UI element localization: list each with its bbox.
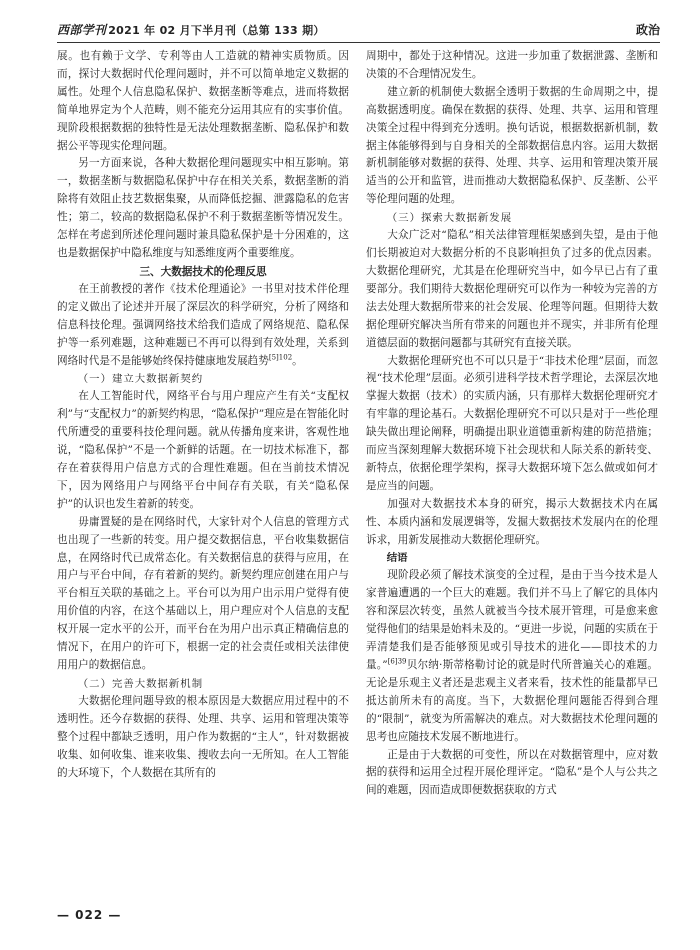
conclusion-heading: 结语 <box>386 552 408 565</box>
right-column <box>366 48 658 800</box>
paragraph: 加强对大数据技术本身的研究，揭示大数据技术内在属性、本质内涵和发展逻辑等，发掘大数据技术发展内在的伦理诉求，用新发展推动大数据伦理研究。 <box>366 497 658 546</box>
paragraph: 正是由于大数据的可变性，所以在对数据管理中，应对数据的获得和运用全过程开展伦理评定。“隐私”是个人与公共之间的难题，因而造成即便数据获取的方式 <box>366 748 658 797</box>
paragraph: 展。也有赖于文学、专利等由人工造就的精神实质物质。因而，探讨大数据时代伦理问题时，并不可以简单地定义数据的属性。处理个人信息隐私保护、数据垄断等难点，进而将数据简单地界定为个人范畴，则不能充分运用其应有的实事价值。现阶段根据数据的独特性是无法处理数据垄断、隐私保护和数据公平等现实伦理问题。 <box>57 50 349 152</box>
paragraph: 大数据伦理问题导致的根本原因是大数据应用过程中的不透明性。还今存数据的获得、处理、共享、运用和管理决策等整个过程中都缺乏透明，用户作为数据的“主人”，针对数据被收集、如何收集、谁来收集、搜收去向一无所知。在人工智能的大环境下，个人数据在其所有的 <box>57 694 349 779</box>
journal-masthead <box>57 21 325 38</box>
paragraph: 建立新的机制使大数据全透明于数据的生命周期之中，提高数据透明度。确保在数据的获得、处理、共享、运用和管理决策全过程中得到充分透明。换句话说，根据数据新机制，数据主体能够得到与自身相关的全部数据信息内容。运用大数据新机制能够对数据的获得、处理、共享、运用和管理决策开展适当的公开和监管，进而推动大数据隐私保护、反垄断、公平等伦理问题的处理。 <box>366 85 658 206</box>
section-label: 政治 <box>635 23 660 37</box>
section-heading: 三、大数据技术的伦理反思 <box>139 265 267 278</box>
paragraph: 在王前教授的著作《技术伦理通论》一书里对技术伴伦理的定义做出了论述并开展了深层次的科学研究，分析了网络和信息科技伦理。强调网络技术给我们造成了网络规范、隐私保护等一系列难题，这种难题已不再可以得到有效处理，关系到网络时代是不是能够始终保持健康地发展趋势$^{[5]102}$。 <box>57 282 349 367</box>
header-rule <box>57 42 660 43</box>
paragraph: 毋庸置疑的是在网络时代，大家针对个人信息的管理方式也出现了一些新的转变。用户提交数据信息，平台收集数据信息，在网络时代已成常态化。有关数据信息的获得与应用，在用户与平台中间，存有着新的契约。新契约理应创建在用户与平台相互关联的基础之上。平台可以为用户出示用户觉得有使用价值的内容，在这个基础以上，用户理应对个人信息的支配权开展一定水平的公开，而平台在为用户出示真正精确信息的情况下，在用户的许可下，根据一定的社会责任或相关法律使用用户的数据信息。 <box>57 515 349 671</box>
paragraph: 在人工智能时代，网络平台与用户理应产生有关“支配权利”与“支配权力”的新契约构思，“隐私保护”理应是在智能化时代所遭受的重要科技伦理问题。就从传播角度来讲，客观性地说，“隐私保护”不是一个新鲜的话题。在一切技术标准下，都存在着获得用户信息方式的合理性难题。但在当前技术情况下，因为网络用户与网络平台中间存有关联，有关“隐私保护”的认识也发生着新的转变。 <box>57 390 349 510</box>
citation: [6]39 <box>387 657 407 666</box>
page-header <box>57 18 660 38</box>
citation: [5]102 <box>268 352 293 361</box>
paragraph: 大众广泛对“隐私”相关法律管理框架感到失望，是由于他们长期被迫对大数据分析的不良影响担负了过多的优点因素。大数据伦理研究，尤其是在伦理研究当中，如今早已占有了重要部分。我们期待大数据伦理研究可以作为一种较为完善的方法去处理大数据所带来的社会发展、伦理等问题。但期待大数据伦理研究解决当所有带来的问题也并不现实，并非所有伦理道德层面的数据问题都与其研究有直接关联。 <box>366 229 658 349</box>
left-column <box>57 48 349 782</box>
paragraph: 现阶段必须了解技术演变的全过程，是由于当今技术是人家普遍遭遇的一个巨大的难题。我们并不马上了解它的具体内容和深层次转变，虽然人就被当今技术展开管理，可是愈来愈觉得他们的结果是始料未及的。“更进一步说，问题的实质在于弄清楚我们是否能够预见或引导技术的进化——即技术的力量。”$^{[6]39}$贝尔纳·斯蒂格勒讨论的就是时代所普遍关心的难题。无论是乐观主义者还是悲观主义者来看，技术性的能量都早已抵达前所未有的高度。当下，大数据伦理问题能否得到合理的“限制”，就变为所需解决的难点。对大数据技术伦理问题的思考也应随技术发展不断地进行。 <box>366 569 658 743</box>
issue-info: 2021 年 02 月下半月刊（总第 133 期） <box>108 24 325 37</box>
journal-name: 西部学刊 <box>57 23 107 37</box>
subsection-heading: （一）建立大数据新契约 <box>77 373 204 386</box>
paragraph: 另一方面来说，各种大数据伦理问题现实中相互影响。第一，数据垄断与数据隐私保护中存在相关关系，数据垄断的消除将有效阻止技艺数据集聚，从而降低挖掘、泄露隐私的危害性；第二，较高的数据隐私保护不利于数据垄断等情况发生。怎样在考虑到所述伦理问题时兼具隐私保护是十分困难的，这也是数据保护中隐私维度与知悉维度两个重要维度。 <box>57 157 349 259</box>
subsection-heading: （二）完善大数据新机制 <box>77 677 204 690</box>
paragraph: 周期中，都处于这种情况。这进一步加重了数据泄露、垄断和决策的不合理情况发生。 <box>366 50 658 80</box>
paragraph: 大数据伦理研究也不可以只是于“非技术伦理”层面，而忽视“技术伦理”层面。必须引进科学技术哲学理论，去深层次地掌握大数据（技术）的实质内涵，只有那样大数据伦理研究才有牢靠的理论基石。大数据伦理研究不可以只是对于一些伦理缺失做出理论阐释，明确提出职业道德重新构建的防范措施；而应当深刻理解大数据环境下社会现状和人际关系的新转变、新特点，依据伦理学架构，探寻大数据环境下怎么做或如何才是应当的问题。 <box>366 354 658 492</box>
subsection-heading: （三）探索大数据新发展 <box>386 212 513 225</box>
page-number: — 022 — <box>57 908 122 922</box>
